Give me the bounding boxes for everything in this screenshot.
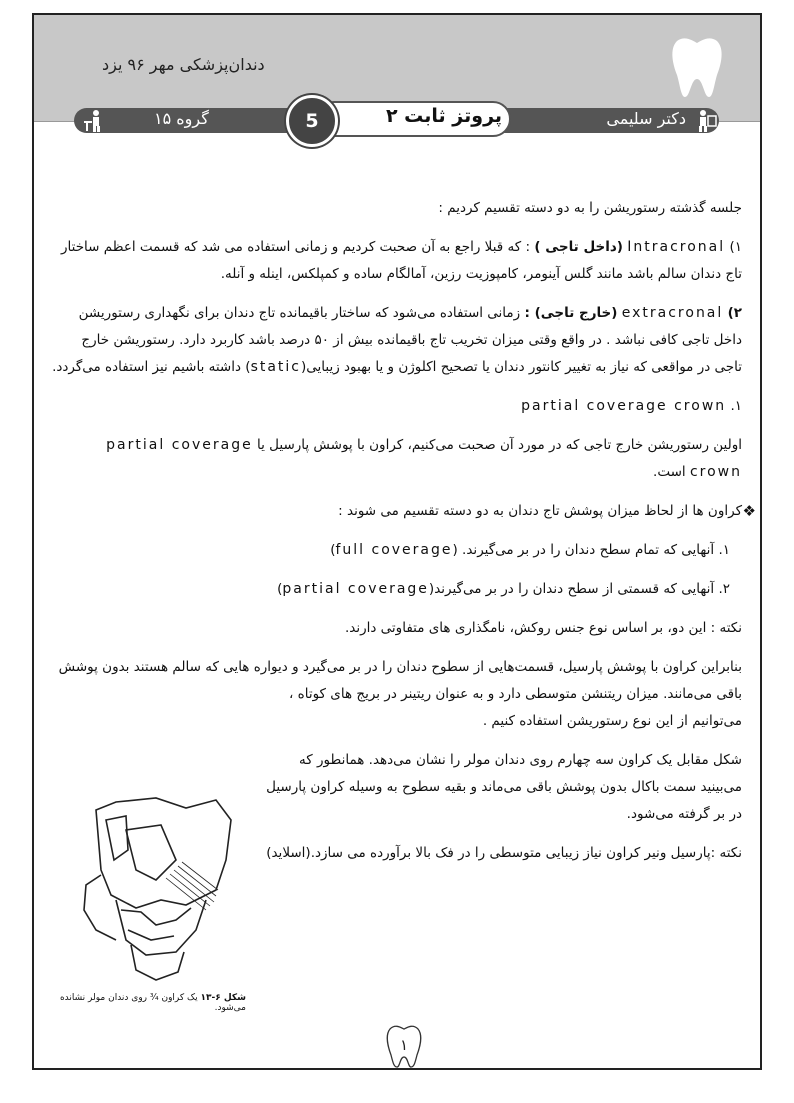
para4-line2: می‌بینید سمت باکال بدون پوشش باقی می‌ماند و بقیه سطوح به وسیله کراون پارسیل [266,779,742,795]
figure-caption [36,993,246,1013]
content-body [52,195,756,879]
list-item-text: آنهایی که قسمتی از سطح دندان را در بر می‌گیرند( [428,581,715,597]
item2-text-a: زمانی استفاده می‌شود که ساختار باقیمانده تاج دندان برای نگهداری رستوریشن داخل تاجی کافی نباشد . در واقع وقتی میزان تخریب تاج باقیمانده بیش از ۵۰ درصد باشد کاربرد دارد. رستوریشن خارج تاجی در مواقعی که نیاز به تغییر کانتور دندان یا تصحیح اکلوژن و یا بهبود زیبایی( [78,305,742,375]
item1-text: : که قبلا راجع به آن صحبت کردیم و زمانی استفاده می شد که قسمت اعظم ساختار تاج دندان سالم باشد مانند گلس آینومر، کامپوزیت رزین، آمالگام ساده و کمپلکس، اینله و آنله. [61,239,742,282]
para3-line1: بنابراین کراون با پوشش پارسیل، قسمت‌هایی از سطوح دندان را در بر می‌گیرد و دیواره هایی که سالم هستند بدون پوشش [58,659,742,675]
item1-term-en: Intracronal [627,239,726,255]
section1-number: ۱. [730,398,742,414]
section1-paragraph [52,432,742,486]
note1: نکته : این دو، بر اساس نوع جنس روکش، نامگذاری های متفاوتی دارند. [344,620,742,636]
item2-number: ۲) [727,305,742,321]
section1-heading [52,393,742,420]
bullet-text: کراون ها از لحاظ میزان پوشش تاج دندان به دو دسته تقسیم می شوند : [338,503,742,519]
para4-line1: شکل مقابل یک کراون سه چهارم روی دندان مولر را نشان می‌دهد. همانطور که [299,752,742,768]
course-title: پروتز ثابت ۲ [385,105,503,127]
list-item-close: ) [330,542,336,558]
session-number: 5 [286,95,338,147]
intro-paragraph: جلسه گذشته رستوریشن را به دو دسته تقسیم کردیم : [438,200,742,216]
item1-paragraph [52,234,742,288]
list-item [52,576,730,603]
page-frame [32,13,762,1070]
instructor-name: دکتر سلیمی [606,109,686,128]
list-item-term: partial coverage [282,581,429,597]
diamond-bullet-icon: ❖ [742,502,756,520]
item2-paragraph [52,300,742,381]
list-item-close: ) [277,581,283,597]
group-label: گروه ۱۵ [154,109,209,128]
list-item [52,537,730,564]
section1-heading-text: partial coverage crown [521,398,727,414]
tooth-page-number-icon [384,1023,424,1069]
figure-caption-label: شکل ۶-۱۳ [200,993,246,1003]
item2-term-en: extracronal [621,305,724,321]
tooth-icon [669,35,725,101]
list-item-number: ۱. [718,542,730,558]
bullet-paragraph [52,498,756,525]
para3-line2: باقی می‌مانند. میزان ریتنشن متوسطی دارد و به عنوان ریتینر در بریج های کوتاه ، [288,686,742,702]
student-icon [82,109,108,133]
university-label: دندان‌پزشکی مهر ۹۶ یزد [102,55,265,74]
page-number: ۱ [399,1036,409,1054]
para4-line3: در بر گرفته می‌شود. [626,806,742,822]
molar-crown-figure [66,790,256,990]
list-item-term: full coverage [335,542,453,558]
item2-term-fa: (خارج تاجی) : [524,305,618,321]
item1-term-fa: (داخل تاجی ) [534,239,623,255]
para3-line3: می‌توانیم از این نوع رستوریشن استفاده کنیم . [482,713,742,729]
item1-number: ۱) [729,239,742,255]
static-term: static [250,359,302,375]
section1-text-b: است. [653,464,686,480]
lecturer-icon [692,109,718,133]
section1-text-a: اولین رستوریشن خارج تاجی که در مورد آن صحبت می‌کنیم، کراون با پوشش پارسیل یا [256,437,742,453]
list-item-text: آنهایی که تمام سطح دندان را در بر می‌گیرند. ( [452,542,715,558]
note2: نکته :پارسیل ونیر کراون نیاز زیبایی متوسطی را در فک بالا برآورده می سازد.(اسلاید) [266,845,742,861]
item2-text-b: ) داشته باشیم نیز استفاده می‌گردد. [52,359,251,375]
section1-term-en: partial coverage crown [106,437,742,480]
figure-caption-text: یک کراون ¾ روی دندان مولر نشانده می‌شود. [59,993,246,1013]
list-item-number: ۲. [718,581,730,597]
